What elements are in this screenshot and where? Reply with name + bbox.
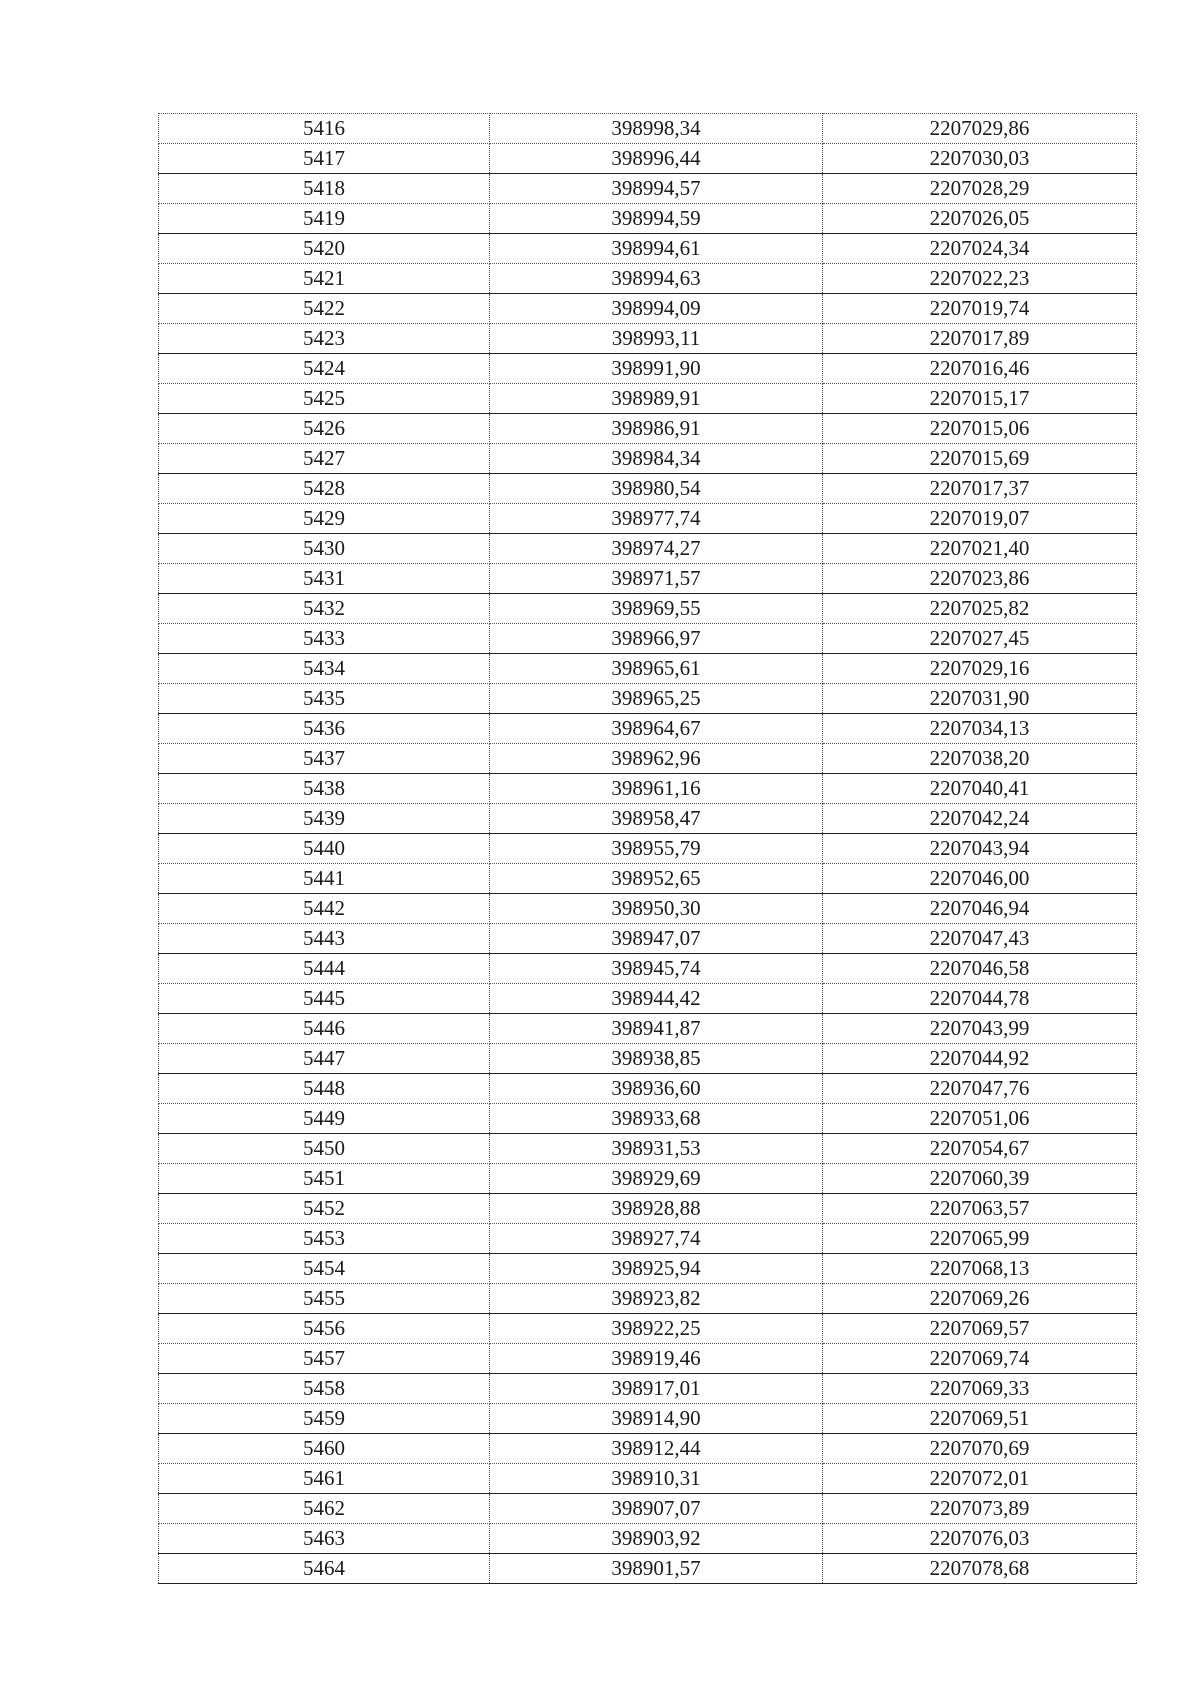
- table-row: [159, 1524, 1137, 1554]
- y-coordinate-cell: 2207025,82: [823, 594, 1137, 624]
- table-row: [159, 324, 1137, 354]
- point-number-cell: 5444: [159, 954, 490, 984]
- y-coordinate-cell: 2207046,00: [823, 864, 1137, 894]
- x-coordinate-cell: 398965,25: [490, 684, 823, 714]
- x-coordinate-cell: 398927,74: [490, 1224, 823, 1254]
- table-row: [159, 804, 1137, 834]
- table-row: [159, 1104, 1137, 1134]
- point-number-cell: 5427: [159, 444, 490, 474]
- x-coordinate-cell: 398952,65: [490, 864, 823, 894]
- y-coordinate-cell: 2207069,33: [823, 1374, 1137, 1404]
- point-number-cell: 5417: [159, 144, 490, 174]
- x-coordinate-cell: 398938,85: [490, 1044, 823, 1074]
- point-number-cell: 5463: [159, 1524, 490, 1554]
- point-number-cell: 5430: [159, 534, 490, 564]
- y-coordinate-cell: 2207016,46: [823, 354, 1137, 384]
- y-coordinate-cell: 2207023,86: [823, 564, 1137, 594]
- point-number-cell: 5442: [159, 894, 490, 924]
- point-number-cell: 5425: [159, 384, 490, 414]
- y-coordinate-cell: 2207029,86: [823, 114, 1137, 144]
- x-coordinate-cell: 398964,67: [490, 714, 823, 744]
- point-number-cell: 5457: [159, 1344, 490, 1374]
- table-row: [159, 414, 1137, 444]
- y-coordinate-cell: 2207042,24: [823, 804, 1137, 834]
- y-coordinate-cell: 2207070,69: [823, 1434, 1137, 1464]
- x-coordinate-cell: 398994,63: [490, 264, 823, 294]
- y-coordinate-cell: 2207047,76: [823, 1074, 1137, 1104]
- point-number-cell: 5448: [159, 1074, 490, 1104]
- point-number-cell: 5416: [159, 114, 490, 144]
- y-coordinate-cell: 2207060,39: [823, 1164, 1137, 1194]
- point-number-cell: 5451: [159, 1164, 490, 1194]
- table-row: [159, 504, 1137, 534]
- y-coordinate-cell: 2207022,23: [823, 264, 1137, 294]
- y-coordinate-cell: 2207069,26: [823, 1284, 1137, 1314]
- x-coordinate-cell: 398984,34: [490, 444, 823, 474]
- table-row: [159, 234, 1137, 264]
- x-coordinate-cell: 398941,87: [490, 1014, 823, 1044]
- point-number-cell: 5439: [159, 804, 490, 834]
- y-coordinate-cell: 2207024,34: [823, 234, 1137, 264]
- y-coordinate-cell: 2207030,03: [823, 144, 1137, 174]
- y-coordinate-cell: 2207026,05: [823, 204, 1137, 234]
- x-coordinate-cell: 398994,09: [490, 294, 823, 324]
- table-row: [159, 1314, 1137, 1344]
- y-coordinate-cell: 2207046,94: [823, 894, 1137, 924]
- table-row: [159, 1164, 1137, 1194]
- point-number-cell: 5449: [159, 1104, 490, 1134]
- table-row: [159, 1434, 1137, 1464]
- y-coordinate-cell: 2207017,37: [823, 474, 1137, 504]
- x-coordinate-cell: 398989,91: [490, 384, 823, 414]
- point-number-cell: 5464: [159, 1554, 490, 1584]
- y-coordinate-cell: 2207054,67: [823, 1134, 1137, 1164]
- coordinates-table-body: [159, 114, 1137, 1584]
- table-row: [159, 594, 1137, 624]
- point-number-cell: 5419: [159, 204, 490, 234]
- y-coordinate-cell: 2207015,69: [823, 444, 1137, 474]
- point-number-cell: 5445: [159, 984, 490, 1014]
- table-row: [159, 1404, 1137, 1434]
- point-number-cell: 5440: [159, 834, 490, 864]
- y-coordinate-cell: 2207072,01: [823, 1464, 1137, 1494]
- y-coordinate-cell: 2207076,03: [823, 1524, 1137, 1554]
- table-row: [159, 834, 1137, 864]
- y-coordinate-cell: 2207068,13: [823, 1254, 1137, 1284]
- coordinates-table: [158, 113, 1137, 1584]
- y-coordinate-cell: 2207069,51: [823, 1404, 1137, 1434]
- x-coordinate-cell: 398914,90: [490, 1404, 823, 1434]
- table-row: [159, 1374, 1137, 1404]
- table-row: [159, 684, 1137, 714]
- point-number-cell: 5429: [159, 504, 490, 534]
- y-coordinate-cell: 2207047,43: [823, 924, 1137, 954]
- y-coordinate-cell: 2207043,94: [823, 834, 1137, 864]
- x-coordinate-cell: 398998,34: [490, 114, 823, 144]
- x-coordinate-cell: 398986,91: [490, 414, 823, 444]
- y-coordinate-cell: 2207015,06: [823, 414, 1137, 444]
- point-number-cell: 5446: [159, 1014, 490, 1044]
- table-row: [159, 354, 1137, 384]
- point-number-cell: 5434: [159, 654, 490, 684]
- point-number-cell: 5462: [159, 1494, 490, 1524]
- table-row: [159, 1254, 1137, 1284]
- x-coordinate-cell: 398950,30: [490, 894, 823, 924]
- table-row: [159, 1194, 1137, 1224]
- table-row: [159, 1014, 1137, 1044]
- y-coordinate-cell: 2207043,99: [823, 1014, 1137, 1044]
- point-number-cell: 5426: [159, 414, 490, 444]
- table-row: [159, 984, 1137, 1014]
- x-coordinate-cell: 398958,47: [490, 804, 823, 834]
- y-coordinate-cell: 2207019,74: [823, 294, 1137, 324]
- y-coordinate-cell: 2207034,13: [823, 714, 1137, 744]
- table-row: [159, 564, 1137, 594]
- y-coordinate-cell: 2207044,78: [823, 984, 1137, 1014]
- y-coordinate-cell: 2207065,99: [823, 1224, 1137, 1254]
- table-row: [159, 474, 1137, 504]
- table-row: [159, 864, 1137, 894]
- table-row: [159, 894, 1137, 924]
- point-number-cell: 5432: [159, 594, 490, 624]
- x-coordinate-cell: 398971,57: [490, 564, 823, 594]
- table-row: [159, 1494, 1137, 1524]
- x-coordinate-cell: 398936,60: [490, 1074, 823, 1104]
- point-number-cell: 5458: [159, 1374, 490, 1404]
- y-coordinate-cell: 2207017,89: [823, 324, 1137, 354]
- table-row: [159, 1044, 1137, 1074]
- x-coordinate-cell: 398928,88: [490, 1194, 823, 1224]
- table-row: [159, 1464, 1137, 1494]
- x-coordinate-cell: 398961,16: [490, 774, 823, 804]
- table-row: [159, 1554, 1137, 1584]
- point-number-cell: 5422: [159, 294, 490, 324]
- point-number-cell: 5437: [159, 744, 490, 774]
- y-coordinate-cell: 2207069,57: [823, 1314, 1137, 1344]
- table-row: [159, 1284, 1137, 1314]
- x-coordinate-cell: 398925,94: [490, 1254, 823, 1284]
- point-number-cell: 5433: [159, 624, 490, 654]
- table-row: [159, 954, 1137, 984]
- y-coordinate-cell: 2207069,74: [823, 1344, 1137, 1374]
- y-coordinate-cell: 2207029,16: [823, 654, 1137, 684]
- table-row: [159, 714, 1137, 744]
- point-number-cell: 5460: [159, 1434, 490, 1464]
- y-coordinate-cell: 2207038,20: [823, 744, 1137, 774]
- y-coordinate-cell: 2207031,90: [823, 684, 1137, 714]
- table-row: [159, 1224, 1137, 1254]
- table-row: [159, 1074, 1137, 1104]
- table-row: [159, 924, 1137, 954]
- table-row: [159, 174, 1137, 204]
- x-coordinate-cell: 398965,61: [490, 654, 823, 684]
- y-coordinate-cell: 2207046,58: [823, 954, 1137, 984]
- point-number-cell: 5455: [159, 1284, 490, 1314]
- table-row: [159, 264, 1137, 294]
- table-row: [159, 774, 1137, 804]
- x-coordinate-cell: 398929,69: [490, 1164, 823, 1194]
- y-coordinate-cell: 2207028,29: [823, 174, 1137, 204]
- point-number-cell: 5450: [159, 1134, 490, 1164]
- point-number-cell: 5452: [159, 1194, 490, 1224]
- x-coordinate-cell: 398919,46: [490, 1344, 823, 1374]
- point-number-cell: 5441: [159, 864, 490, 894]
- table-row: [159, 654, 1137, 684]
- y-coordinate-cell: 2207078,68: [823, 1554, 1137, 1584]
- table-row: [159, 534, 1137, 564]
- x-coordinate-cell: 398996,44: [490, 144, 823, 174]
- y-coordinate-cell: 2207073,89: [823, 1494, 1137, 1524]
- x-coordinate-cell: 398922,25: [490, 1314, 823, 1344]
- y-coordinate-cell: 2207063,57: [823, 1194, 1137, 1224]
- table-row: [159, 384, 1137, 414]
- y-coordinate-cell: 2207044,92: [823, 1044, 1137, 1074]
- x-coordinate-cell: 398994,59: [490, 204, 823, 234]
- x-coordinate-cell: 398977,74: [490, 504, 823, 534]
- x-coordinate-cell: 398931,53: [490, 1134, 823, 1164]
- point-number-cell: 5431: [159, 564, 490, 594]
- x-coordinate-cell: 398991,90: [490, 354, 823, 384]
- y-coordinate-cell: 2207051,06: [823, 1104, 1137, 1134]
- table-row: [159, 444, 1137, 474]
- x-coordinate-cell: 398903,92: [490, 1524, 823, 1554]
- point-number-cell: 5418: [159, 174, 490, 204]
- y-coordinate-cell: 2207021,40: [823, 534, 1137, 564]
- point-number-cell: 5454: [159, 1254, 490, 1284]
- x-coordinate-cell: 398945,74: [490, 954, 823, 984]
- table-row: [159, 114, 1137, 144]
- table-row: [159, 294, 1137, 324]
- point-number-cell: 5447: [159, 1044, 490, 1074]
- point-number-cell: 5428: [159, 474, 490, 504]
- table-row: [159, 624, 1137, 654]
- point-number-cell: 5453: [159, 1224, 490, 1254]
- point-number-cell: 5456: [159, 1314, 490, 1344]
- y-coordinate-cell: 2207015,17: [823, 384, 1137, 414]
- table-row: [159, 1344, 1137, 1374]
- y-coordinate-cell: 2207027,45: [823, 624, 1137, 654]
- table-row: [159, 144, 1137, 174]
- x-coordinate-cell: 398966,97: [490, 624, 823, 654]
- x-coordinate-cell: 398912,44: [490, 1434, 823, 1464]
- y-coordinate-cell: 2207040,41: [823, 774, 1137, 804]
- x-coordinate-cell: 398907,07: [490, 1494, 823, 1524]
- x-coordinate-cell: 398901,57: [490, 1554, 823, 1584]
- point-number-cell: 5423: [159, 324, 490, 354]
- point-number-cell: 5438: [159, 774, 490, 804]
- point-number-cell: 5435: [159, 684, 490, 714]
- x-coordinate-cell: 398917,01: [490, 1374, 823, 1404]
- point-number-cell: 5436: [159, 714, 490, 744]
- x-coordinate-cell: 398974,27: [490, 534, 823, 564]
- x-coordinate-cell: 398969,55: [490, 594, 823, 624]
- point-number-cell: 5461: [159, 1464, 490, 1494]
- point-number-cell: 5443: [159, 924, 490, 954]
- point-number-cell: 5459: [159, 1404, 490, 1434]
- x-coordinate-cell: 398910,31: [490, 1464, 823, 1494]
- x-coordinate-cell: 398947,07: [490, 924, 823, 954]
- table-row: [159, 744, 1137, 774]
- y-coordinate-cell: 2207019,07: [823, 504, 1137, 534]
- x-coordinate-cell: 398980,54: [490, 474, 823, 504]
- x-coordinate-cell: 398993,11: [490, 324, 823, 354]
- x-coordinate-cell: 398962,96: [490, 744, 823, 774]
- table-row: [159, 1134, 1137, 1164]
- point-number-cell: 5421: [159, 264, 490, 294]
- x-coordinate-cell: 398933,68: [490, 1104, 823, 1134]
- x-coordinate-cell: 398994,57: [490, 174, 823, 204]
- x-coordinate-cell: 398944,42: [490, 984, 823, 1014]
- x-coordinate-cell: 398955,79: [490, 834, 823, 864]
- x-coordinate-cell: 398923,82: [490, 1284, 823, 1314]
- table-row: [159, 204, 1137, 234]
- x-coordinate-cell: 398994,61: [490, 234, 823, 264]
- point-number-cell: 5424: [159, 354, 490, 384]
- point-number-cell: 5420: [159, 234, 490, 264]
